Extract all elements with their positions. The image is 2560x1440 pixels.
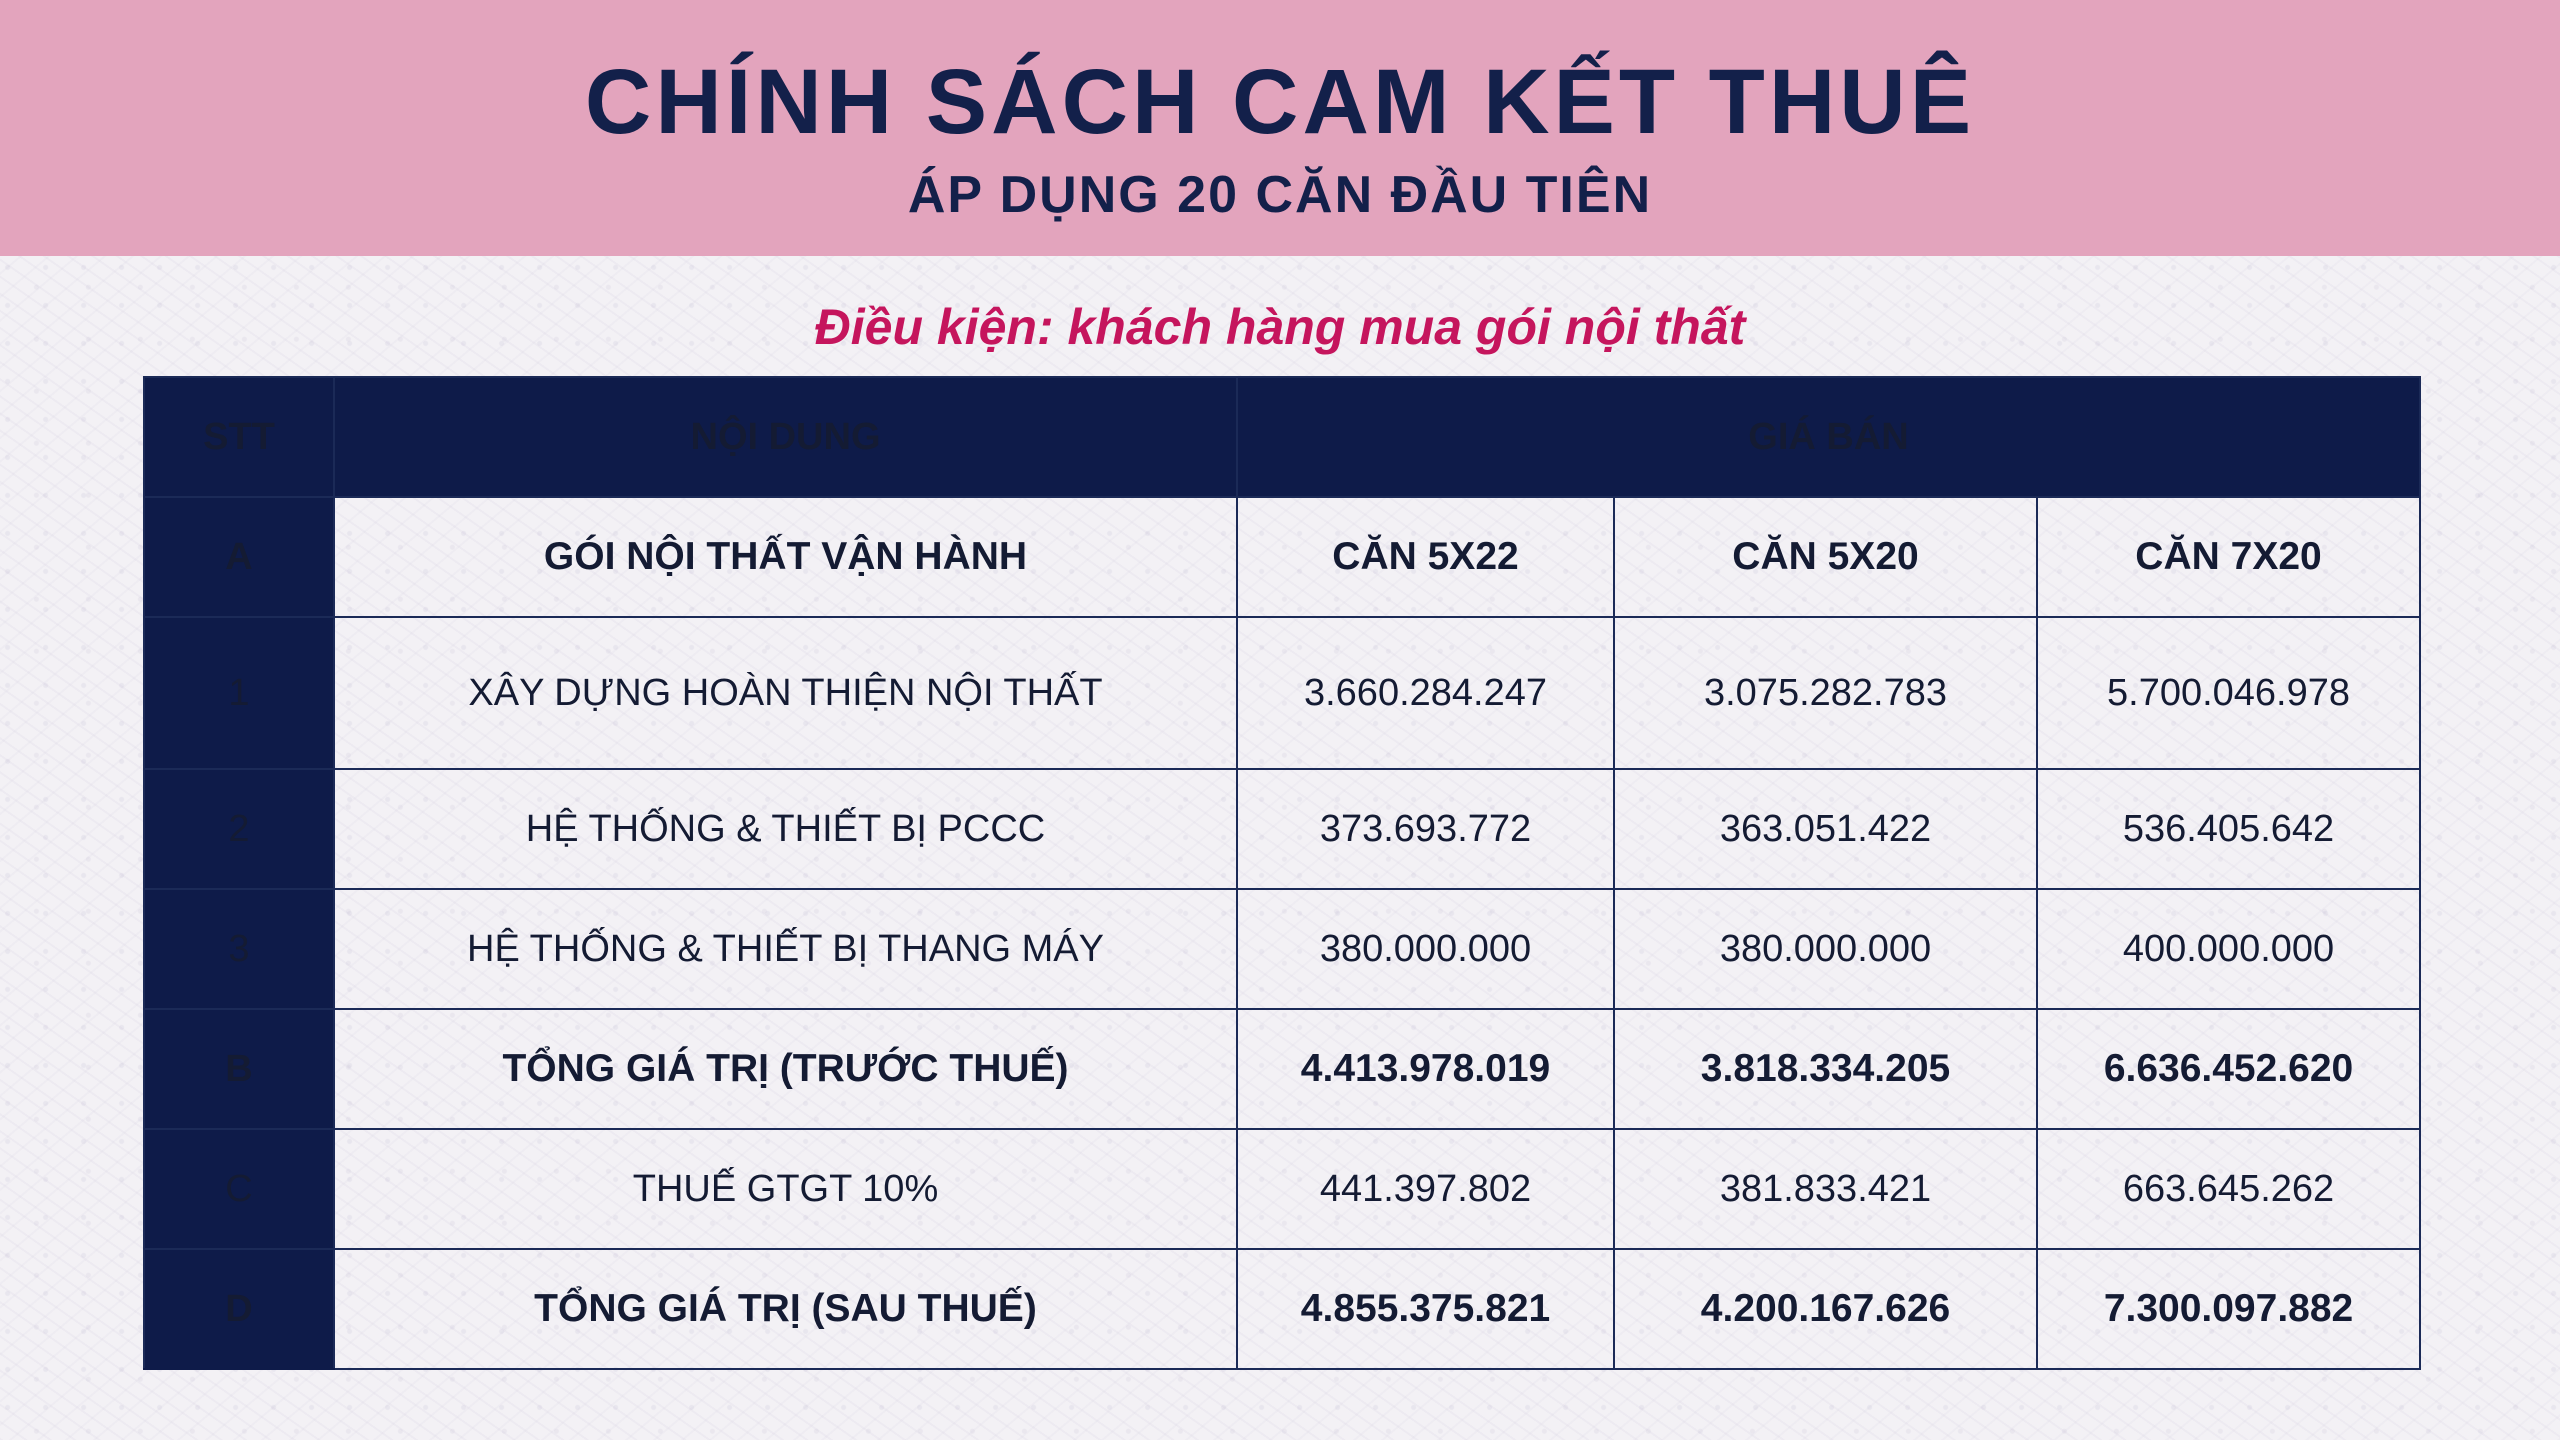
page-title: CHÍNH SÁCH CAM KẾT THUÊ [584, 51, 1976, 153]
row-content: THUẾ GTGT 10% [334, 1129, 1237, 1249]
table-row [144, 1009, 2420, 1129]
price-5x20: 3.818.334.205 [1614, 1009, 2037, 1129]
table-row [144, 617, 2420, 769]
price-7x20: 400.000.000 [2037, 889, 2420, 1009]
table-row [144, 769, 2420, 889]
row-content: HỆ THỐNG & THIẾT BỊ PCCC [334, 769, 1237, 889]
header-banner [0, 0, 2560, 256]
price-table [143, 376, 2421, 1370]
row-content: GÓI NỘI THẤT VẬN HÀNH [334, 497, 1237, 617]
table-row [144, 497, 2420, 617]
price-5x22: 380.000.000 [1237, 889, 1614, 1009]
condition-text: Điều kiện: khách hàng mua gói nội thất [814, 299, 1746, 355]
price-5x22: 4.413.978.019 [1237, 1009, 1614, 1129]
table-row [144, 1249, 2420, 1369]
row-stt: A [144, 497, 334, 617]
row-stt: C [144, 1129, 334, 1249]
price-5x22: 373.693.772 [1237, 769, 1614, 889]
column-header-7x20: CĂN 7X20 [2037, 497, 2420, 617]
price-5x22: 441.397.802 [1237, 1129, 1614, 1249]
table-row [144, 1129, 2420, 1249]
price-5x20: 380.000.000 [1614, 889, 2037, 1009]
header-stt: STT [144, 377, 334, 497]
row-stt: B [144, 1009, 334, 1129]
price-5x20: 363.051.422 [1614, 769, 2037, 889]
header-price: GIÁ BÁN [1237, 377, 2420, 497]
price-7x20: 6.636.452.620 [2037, 1009, 2420, 1129]
price-5x20: 381.833.421 [1614, 1129, 2037, 1249]
row-stt: D [144, 1249, 334, 1369]
row-content: XÂY DỰNG HOÀN THIỆN NỘI THẤT [334, 617, 1237, 769]
column-header-5x20: CĂN 5X20 [1614, 497, 2037, 617]
price-7x20: 663.645.262 [2037, 1129, 2420, 1249]
header-content: NỘI DUNG [334, 377, 1237, 497]
row-stt: 2 [144, 769, 334, 889]
price-5x20: 3.075.282.783 [1614, 617, 2037, 769]
price-7x20: 536.405.642 [2037, 769, 2420, 889]
price-5x20: 4.200.167.626 [1614, 1249, 2037, 1369]
price-7x20: 7.300.097.882 [2037, 1249, 2420, 1369]
row-stt: 3 [144, 889, 334, 1009]
row-content: HỆ THỐNG & THIẾT BỊ THANG MÁY [334, 889, 1237, 1009]
price-5x22: 3.660.284.247 [1237, 617, 1614, 769]
row-stt: 1 [144, 617, 334, 769]
row-content: TỔNG GIÁ TRỊ (SAU THUẾ) [334, 1249, 1237, 1369]
column-header-5x22: CĂN 5X22 [1237, 497, 1614, 617]
table-header-row [144, 377, 2420, 497]
price-7x20: 5.700.046.978 [2037, 617, 2420, 769]
row-content: TỔNG GIÁ TRỊ (TRƯỚC THUẾ) [334, 1009, 1237, 1129]
page-subtitle: ÁP DỤNG 20 CĂN ĐẦU TIÊN [907, 166, 1653, 224]
price-5x22: 4.855.375.821 [1237, 1249, 1614, 1369]
table-row [144, 889, 2420, 1009]
